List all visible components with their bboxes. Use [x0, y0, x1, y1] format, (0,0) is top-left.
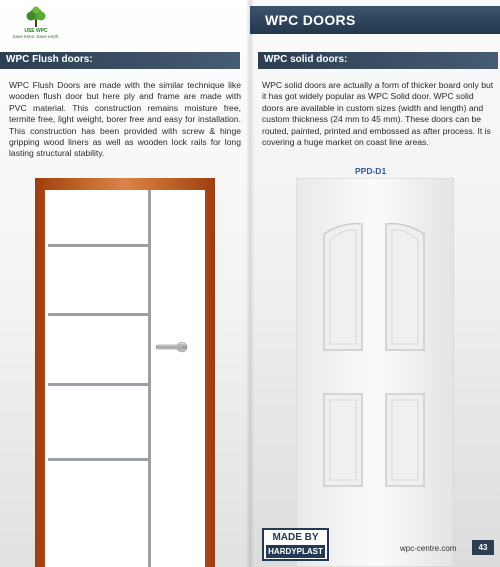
flush-door-groove-3	[48, 383, 149, 386]
tree-icon	[23, 6, 49, 28]
solid-doors-description: WPC solid doors are actually a form of thicker board only but it has got widely popular as WPC Solid door. WPC solid doors are available in custom sizes (width and length) and custom thickness (24 mm to 45 mm). These doors can be routed, painted, printed and embossed as after process. It is covering a huge market on coast line areas.	[262, 80, 494, 148]
made-by-text: MADE BY	[272, 532, 319, 543]
brand-name: HARDYPLAST	[266, 545, 325, 558]
flush-doors-description: WPC Flush Doors are made with the similar technique like wooden flush door but here ply and frame are made with PVC material. This construction remains moisture free, termite free, light weight, borer free and easy for installation. This construction has been provided with screw & hinge gripping wood liners as well as wooden lock rails for long lasting structural stability.	[9, 80, 241, 159]
solid-doors-heading	[258, 52, 498, 69]
use-wpc-logo	[8, 6, 64, 44]
flush-door-groove-4	[48, 458, 149, 461]
flush-door-groove-2	[48, 313, 149, 316]
flush-doors-heading-text: WPC Flush doors:	[6, 54, 93, 65]
website-url: wpc-centre.com	[400, 544, 457, 553]
solid-door-illustration	[296, 178, 457, 567]
flush-door-groove-1	[48, 244, 149, 247]
made-by-hardyplast-badge	[262, 528, 329, 561]
logo-name: USE WPC	[24, 28, 48, 34]
page-number: 43	[472, 540, 494, 555]
flush-doors-heading	[0, 52, 240, 69]
solid-doors-heading-text: WPC solid doors:	[264, 54, 348, 65]
page-title: WPC DOORS	[265, 12, 356, 28]
page-spine	[246, 0, 254, 567]
solid-door-model-label: PPD-D1	[355, 166, 387, 176]
page-title-bar	[250, 6, 500, 34]
logo-tagline: Save trees. Save earth.	[12, 34, 60, 39]
door-handle-icon	[155, 340, 195, 354]
